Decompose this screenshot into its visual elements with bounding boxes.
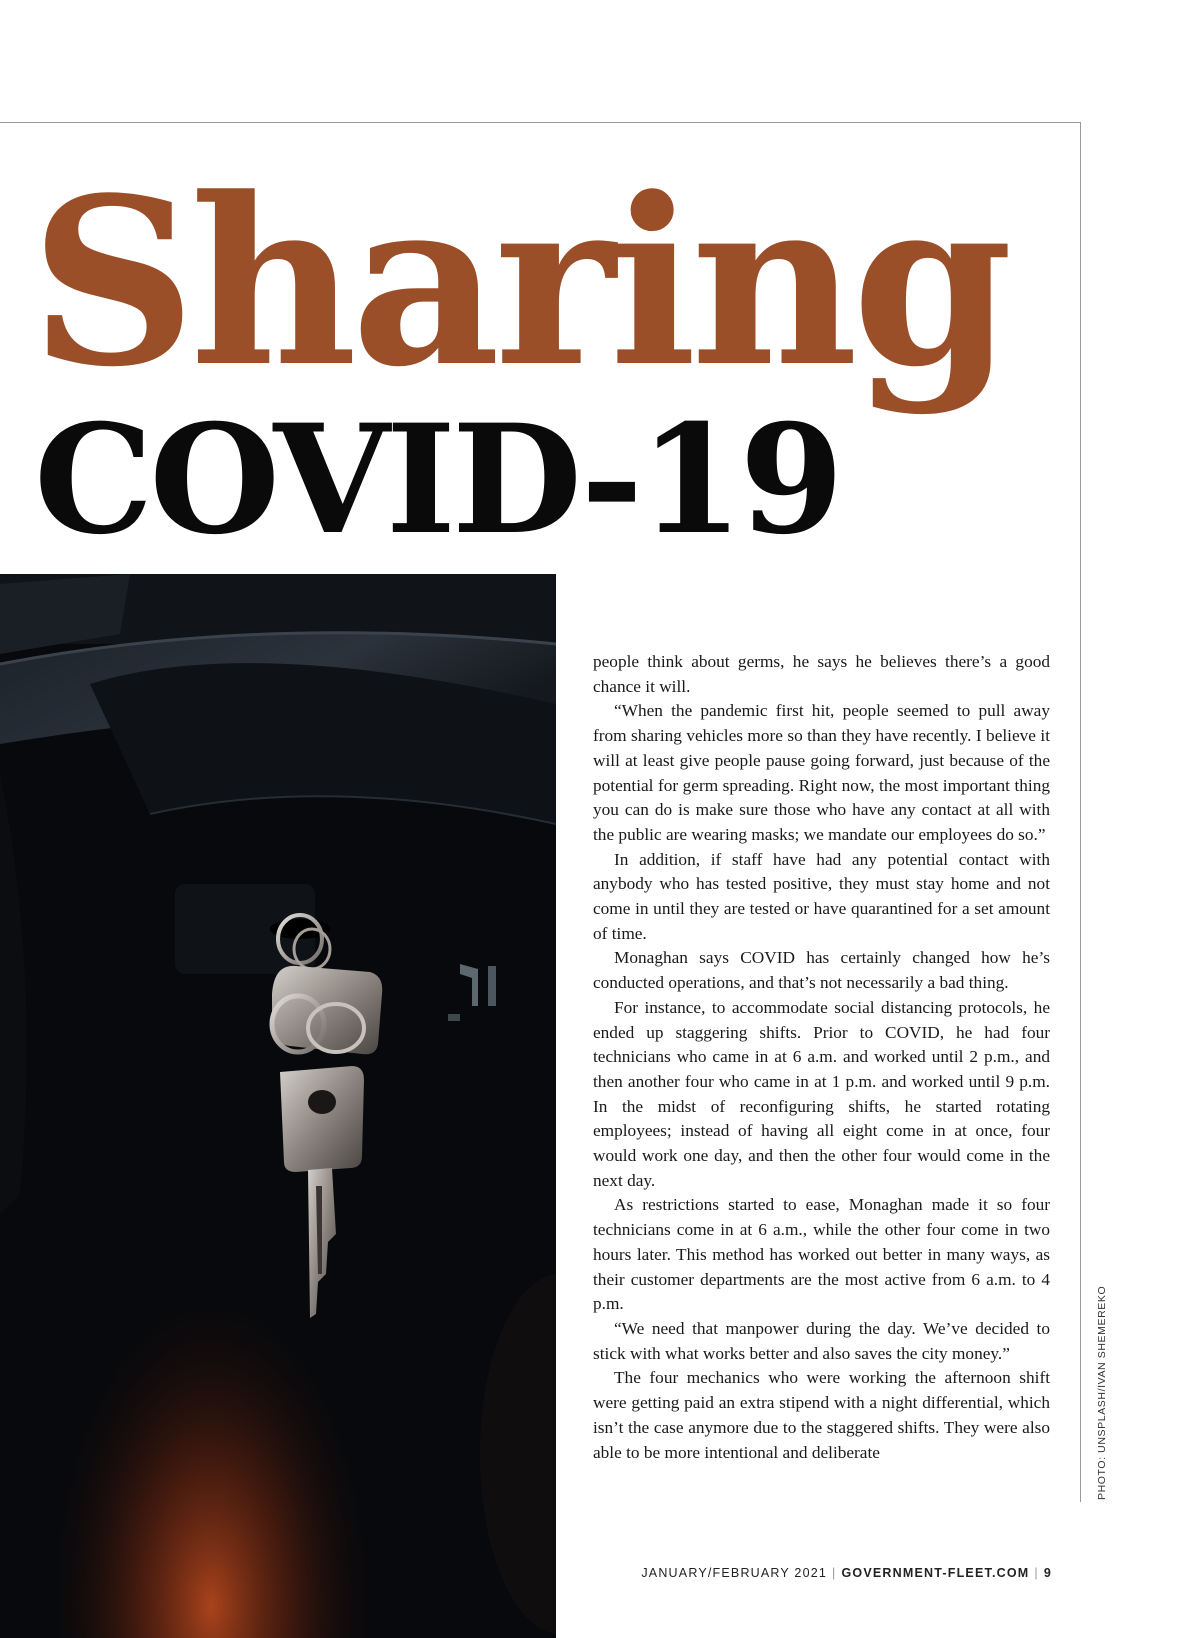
site-url: GOVERNMENT-FLEET.COM [841,1566,1030,1580]
paragraph: Monaghan says COVID has certainly changed how he’s conducted operations, and that’s not necessarily a bad thing. [593,948,1050,993]
photo-credit: PHOTO: UNSPLASH/IVAN SHEMEREKO [1096,1285,1108,1500]
paragraph: In addition, if staff have had any potential contact with anybody who has tested positive, they must stay home and not come in until they are tested or have quarantined for a set amount of time. [593,849,1050,943]
top-rule [0,122,1081,123]
paragraph: people think about germs, he says he believes there’s a good chance it will. [593,652,1050,696]
paragraph: “We need that manpower during the day. We’ve decided to stick with what works better and also saves the city money.” [593,1318,1050,1363]
side-rule [1080,122,1081,1502]
page-footer [641,1566,1052,1580]
issue-date: JANUARY/FEBRUARY 2021 [641,1566,828,1580]
headline-covid-19: COVID-19 [34,392,840,568]
footer-separator: | [1034,1566,1039,1580]
headline-sharing: Sharing [30,148,1007,418]
article-body [593,650,1050,1465]
car-keys-photo [0,574,556,1638]
paragraph: For instance, to accommodate social distancing protocols, he ended up staggering shifts. Prior to COVID, he had four technicians who came in at 6 a.m. and worked until 2 p.m., and then another four who came in at 1 p.m. and worked until 9 p.m. In the midst of reconfiguring shifts, he started rotating employees; instead of having all eight come in at once, four would work one day, and then the other four would come in the next day. [593,997,1050,1190]
footer-separator: | [832,1566,837,1580]
paragraph: “When the pandemic first hit, people seemed to pull away from sharing vehicles more so than they have recently. I believe it will at least give people pause going forward, just because of the potential for germ spreading. Right now, the most important thing you can do is make sure those who have any contact at all with the public are wearing masks; we mandate our employees do so.” [593,701,1050,844]
paragraph: As restrictions started to ease, Monaghan made it so four technicians come in at 6 a.m., while the other four come in two hours later. This method has worked out better in many ways, as their customer departments are the most active from 6 a.m. to 4 p.m. [593,1195,1050,1314]
page-number: 9 [1043,1566,1052,1580]
paragraph: The four mechanics who were working the afternoon shift were getting paid an extra stipend with a night differential, which isn’t the case anymore due to the staggered shifts. They were also able to be more intentional and deliberate [593,1368,1050,1462]
